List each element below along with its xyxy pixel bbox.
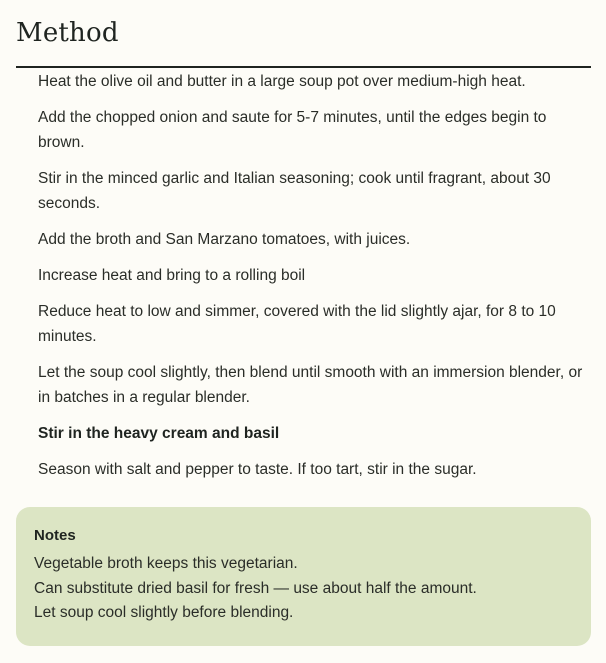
step-7: Let the soup cool slightly, then blend until smooth with an immersion blender, or in batches in a regular blender.: [38, 364, 583, 406]
step-4: Add the broth and San Marzano tomatoes, with juices.: [38, 231, 411, 248]
step-9: Season with salt and pepper to taste. If too tart, stir in the sugar.: [38, 461, 477, 478]
notes-box: [16, 507, 591, 646]
step-3: Stir in the minced garlic and Italian seasoning; cook until fragrant, about 30 seconds.: [38, 170, 551, 212]
step-1: Heat the olive oil and butter in a large soup pot over medium-high heat.: [38, 73, 526, 90]
step-8: Stir in the heavy cream and basil: [38, 425, 280, 442]
step-5: Increase heat and bring to a rolling boil: [38, 267, 306, 284]
step-2: Add the chopped onion and saute for 5-7 minutes, until the edges begin to brown.: [38, 109, 547, 151]
note-line-2: Can substitute dried basil for fresh — use about half the amount.: [34, 579, 477, 597]
method-heading: Method: [16, 18, 119, 48]
note-line-1: Vegetable broth keeps this vegetarian.: [34, 555, 298, 572]
note-line-3: Let soup cool slightly before blending.: [34, 604, 294, 621]
method-steps-list: [38, 69, 586, 493]
notes-title: Notes: [34, 527, 76, 544]
heading-divider: [16, 66, 591, 68]
step-6: Reduce heat to low and simmer, covered with the lid slightly ajar, for 8 to 10 minutes.: [38, 303, 556, 345]
